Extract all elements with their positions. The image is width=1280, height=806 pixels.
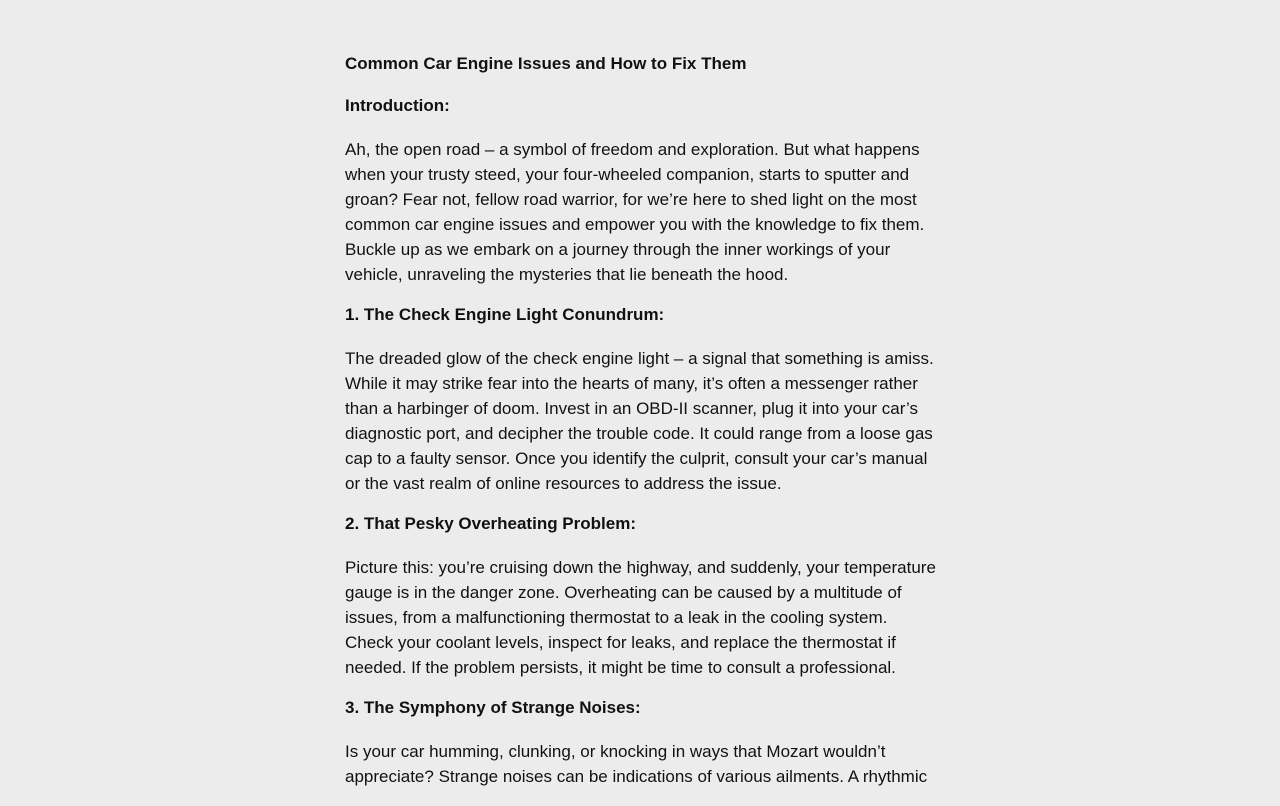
article — [345, 53, 940, 806]
section-paragraph-check-engine: The dreaded glow of the check engine light – a signal that something is amiss. While it may strike fear into the hearts of many, it’s often a messenger rather than a harbinger of doom. Invest in an OBD-II scanner, plug it into your car’s diagnostic port, and decipher the trouble code. It could range from a loose gas cap to a faulty sensor. Once you identify the culprit, consult your car’s manual or the vast realm of online resources to address the issue. — [345, 349, 934, 493]
intro-paragraph: Ah, the open road – a symbol of freedom and exploration. But what happens when your trusty steed, your four-wheeled companion, starts to sputter and groan? Fear not, fellow road warrior, for we’re here to shed light on the most common car engine issues and empower you with the knowledge to fix them. Buckle up as we embark on a journey through the inner workings of your vehicle, unraveling the mysteries that lie beneath the hood. — [345, 140, 925, 284]
section-paragraph-strange-noises: Is your car humming, clunking, or knocking in ways that Mozart wouldn’t appreciate? Strange noises can be indications of various ailments. A rhythmic — [345, 742, 928, 786]
article-title: Common Car Engine Issues and How to Fix Them — [345, 54, 747, 73]
section-heading-overheating: 2. That Pesky Overheating Problem: — [345, 514, 636, 533]
section-heading-strange-noises: 3. The Symphony of Strange Noises: — [345, 698, 641, 717]
section-heading-check-engine: 1. The Check Engine Light Conundrum: — [345, 305, 665, 324]
section-paragraph-overheating: Picture this: you’re cruising down the highway, and suddenly, your temperature gauge is in the danger zone. Overheating can be caused by a multitude of issues, from a malfunctioning thermostat to a leak in the cooling system. Check your coolant levels, inspect for leaks, and replace the thermostat if needed. If the problem persists, it might be time to consult a professional. — [345, 558, 936, 677]
intro-heading: Introduction: — [345, 96, 450, 115]
